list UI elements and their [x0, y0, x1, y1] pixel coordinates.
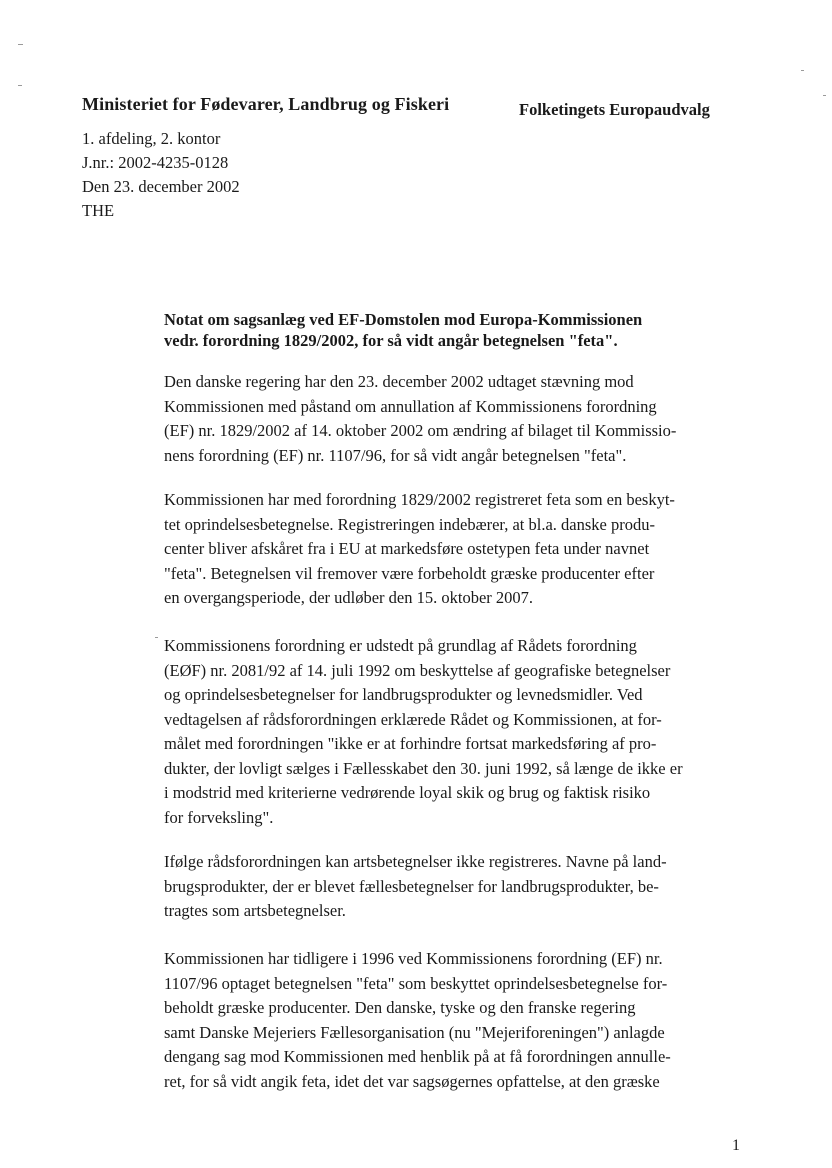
- text-line: Kommissionen har med forordning 1829/2002 registreret feta som en beskyt-: [164, 490, 675, 509]
- text-line: Kommissionen har tidligere i 1996 ved Kommissionens forordning (EF) nr.: [164, 949, 663, 968]
- text-line: for forveksling".: [164, 807, 274, 827]
- document-date: Den 23. december 2002: [82, 177, 240, 196]
- text-line: nens forordning (EF) nr. 1107/96, for så vidt angår betegnelsen "feta".: [164, 445, 627, 465]
- scan-speck: [18, 44, 23, 45]
- text-line: brugsprodukter, der er blevet fællesbetegnelser for landbrugsprodukter, be-: [164, 876, 659, 896]
- text-line: Kommissionens forordning er udstedt på grundlag af Rådets forordning: [164, 636, 637, 655]
- text-line: beholdt græske producenter. Den danske, tyske og den franske regering: [164, 998, 636, 1017]
- paragraph-3: [164, 634, 754, 830]
- paragraph-5: [164, 947, 754, 1094]
- text-line: målet med forordningen "ikke er at forhindre fortsat markedsføring af pro-: [164, 734, 657, 753]
- scan-speck: [18, 85, 22, 86]
- paragraph-2: [164, 488, 754, 611]
- text-line: Ifølge rådsforordningen kan artsbetegnelser ikke registreres. Navne på land-: [164, 852, 667, 871]
- text-line: dukter, der lovligt sælges i Fællesskabet den 30. juni 1992, så længe de ikke er: [164, 758, 683, 778]
- recipient-name: Folketingets Europaudvalg: [519, 100, 710, 119]
- text-line: Den danske regering har den 23. december 2002 udtaget stævning mod: [164, 372, 634, 391]
- text-line: vedtagelsen af rådsforordningen erklærede Rådet og Kommissionen, at for-: [164, 709, 662, 729]
- scan-speck: [801, 70, 804, 71]
- journal-number: J.nr.: 2002-4235-0128: [82, 153, 229, 172]
- text-line: (EF) nr. 1829/2002 af 14. oktober 2002 om ændring af bilaget til Kommissio-: [164, 421, 677, 440]
- text-line: dengang sag mod Kommissionen med henblik på at få forordningen annulle-: [164, 1047, 671, 1066]
- author-initials: THE: [82, 201, 115, 220]
- text-line: i modstrid med kriterierne vedrørende loyal skik og brug og faktisk risiko: [164, 783, 651, 802]
- text-line: "feta". Betegnelsen vil fremover være forbeholdt græske producenter efter: [164, 563, 655, 583]
- text-line: (EØF) nr. 2081/92 af 14. juli 1992 om beskyttelse af geografiske betegnelser: [164, 660, 671, 680]
- title-line: Notat om sagsanlæg ved EF-Domstolen mod Europa-Kommissionen: [164, 310, 643, 329]
- page-number: 1: [732, 1137, 740, 1154]
- text-line: tet oprindelsesbetegnelse. Registreringen indebærer, at bl.a. danske produ-: [164, 514, 655, 534]
- document-title: [164, 309, 754, 351]
- text-line: center bliver afskåret fra i EU at markedsføre ostetypen feta under navnet: [164, 539, 650, 558]
- text-line: tragtes som artsbetegnelser.: [164, 901, 346, 920]
- text-line: Kommissionen med påstand om annullation af Kommissionens forordning: [164, 396, 657, 416]
- paragraph-4: [164, 850, 754, 924]
- text-line: en overgangsperiode, der udløber den 15. oktober 2007.: [164, 588, 534, 607]
- text-line: 1107/96 optaget betegnelsen "feta" som beskyttet oprindelsesbetegnelse for-: [164, 973, 668, 993]
- ministry-name: Ministeriet for Fødevarer, Landbrug og Fiskeri: [82, 94, 450, 114]
- text-line: samt Danske Mejeriers Fællesorganisation (nu "Mejeriforeningen") anlagde: [164, 1022, 665, 1042]
- paragraph-1: [164, 370, 754, 468]
- text-line: ret, for så vidt angik feta, idet det var sagsøgernes opfattelse, at den græske: [164, 1071, 660, 1091]
- scan-speck: [823, 95, 826, 96]
- text-line: og oprindelsesbetegnelser for landbrugsprodukter og levnedsmidler. Ved: [164, 685, 643, 704]
- department-line: 1. afdeling, 2. kontor: [82, 129, 221, 148]
- scan-speck: [155, 637, 158, 638]
- title-line: vedr. forordning 1829/2002, for så vidt angår betegnelsen "feta".: [164, 331, 618, 350]
